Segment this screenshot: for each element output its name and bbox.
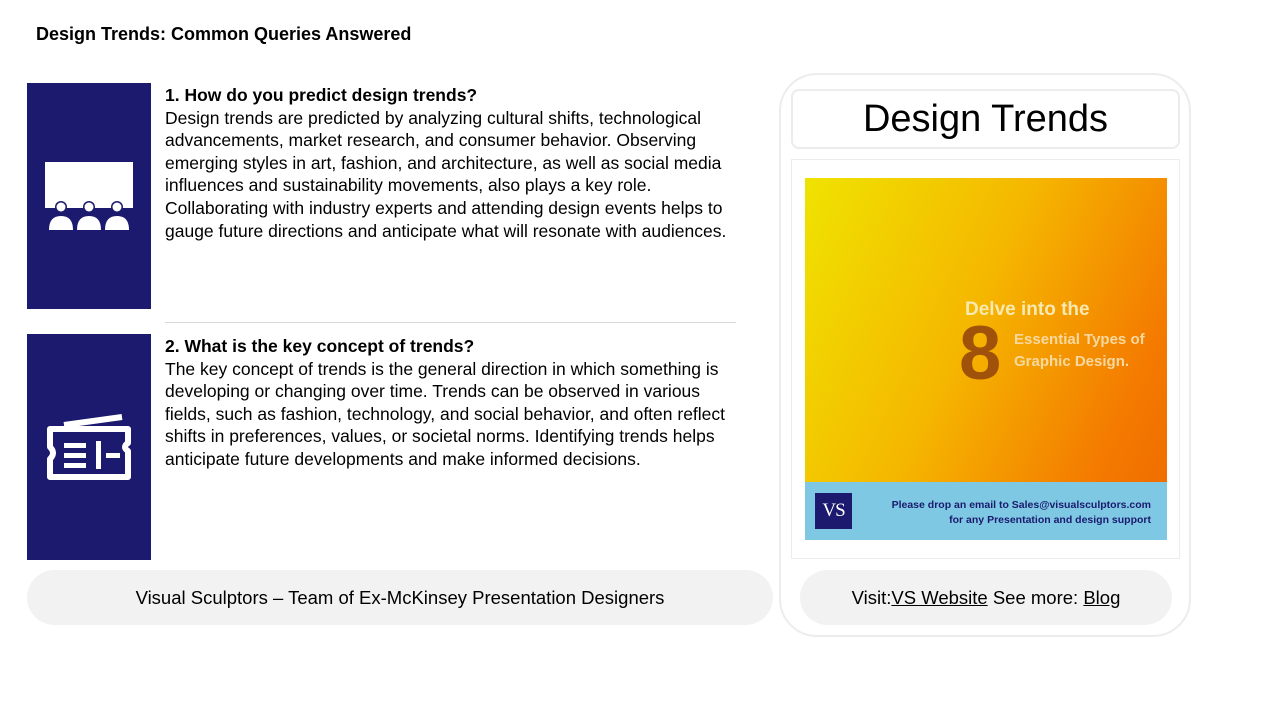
faq-question-2: 2. What is the key concept of trends? — [165, 336, 475, 356]
promo-contact — [861, 498, 1151, 528]
tagline-pill — [27, 570, 773, 625]
promo-banner[interactable] — [805, 178, 1167, 540]
blog-link[interactable]: Blog — [1083, 586, 1121, 608]
promo-contact-line-1: Please drop an email to Sales@visualsculptors.com — [891, 499, 1151, 511]
faq-answer-2: The key concept of trends is the general direction in which something is developing or changing over time. Trends can be observed in various fields, such as fashion, technology, and social behavior, and often reflect shifts in preferences, values, or societal norms. Identifying trends helps anticipate future developments and make informed decisions. — [165, 358, 726, 469]
faq-icon-block-2 — [27, 334, 151, 560]
faq-answer-1: Design trends are predicted by analyzing cultural shifts, technological advancements, market research, and consumer behavior. Observing emerging styles in art, fashion, and architecture, as well as social media influences and sustainability movements, also plays a key role. Collaborating with industry experts and attending design events helps to gauge future directions and anticipate what will resonate with audiences. — [165, 107, 727, 241]
preview-title: Design Trends — [791, 89, 1180, 149]
see-more-label: See more: — [987, 586, 1084, 608]
tagline-text: Visual Sculptors – Team of Ex-McKinsey Presentation Designers — [135, 586, 665, 608]
presentation-audience-icon — [44, 158, 134, 234]
visit-label: Visit: — [851, 586, 892, 608]
faq-item-1 — [165, 84, 740, 242]
vs-website-link[interactable]: VS Website — [891, 586, 988, 608]
faq-question-1: 1. How do you predict design trends? — [165, 85, 478, 105]
promo-contact-line-2: for any Presentation and design support — [949, 514, 1151, 526]
page-title: Design Trends: Common Queries Answered — [36, 24, 412, 44]
promo-subline: Essential Types of Graphic Design. — [1014, 331, 1145, 370]
ticket-icon — [44, 409, 134, 485]
faq-icon-block-1 — [27, 83, 151, 309]
faq-divider — [165, 322, 736, 323]
links-pill — [800, 570, 1172, 625]
vs-logo: VS — [815, 493, 852, 529]
faq-item-2 — [165, 335, 740, 471]
promo-number: 8 — [959, 311, 1002, 396]
promo-headline: Delve into the — [965, 299, 1090, 320]
